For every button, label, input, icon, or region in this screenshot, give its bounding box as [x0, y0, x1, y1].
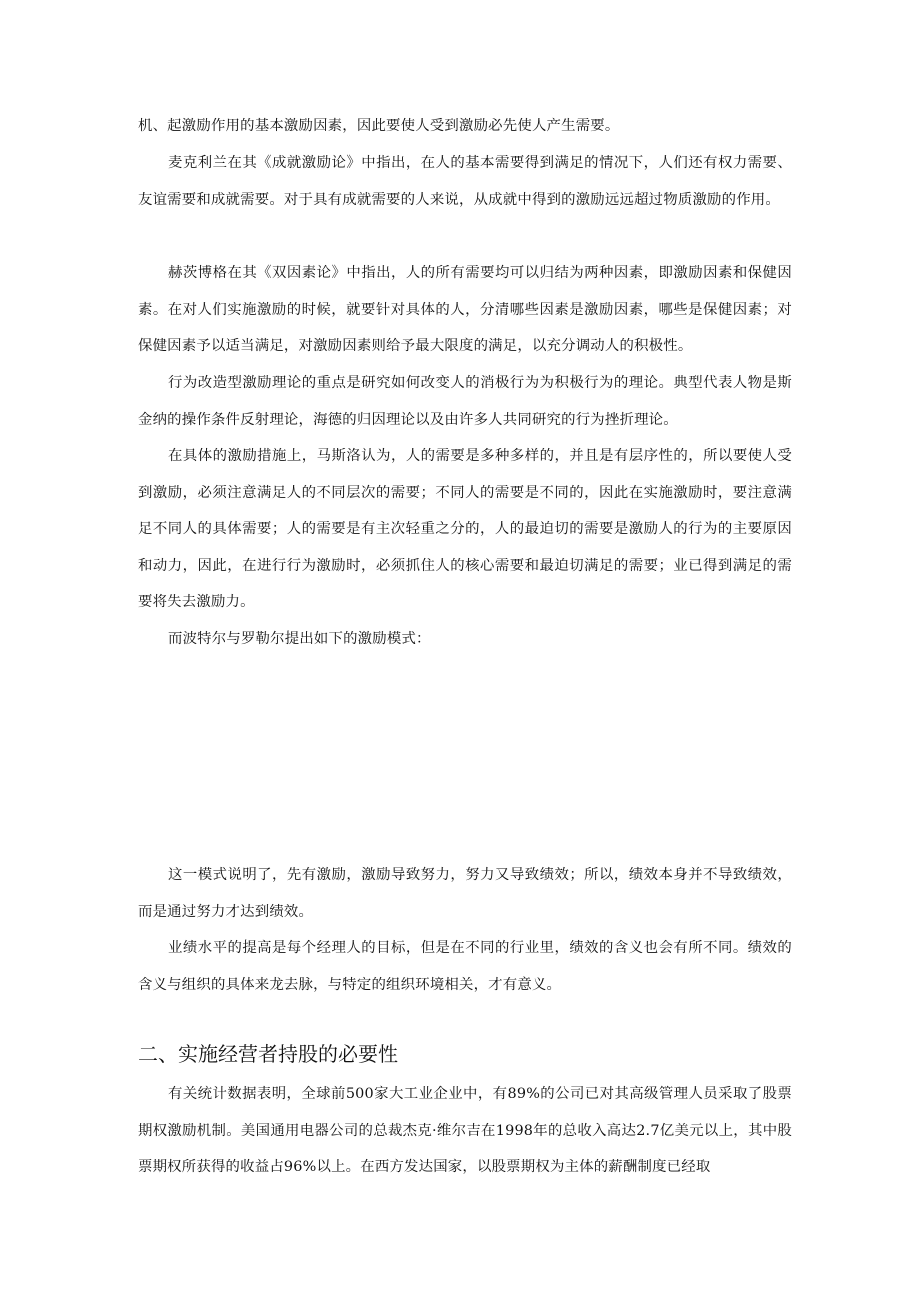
paragraph-herzberg: 赫茨博格在其《双因素论》中指出，人的所有需要均可以归结为两种因素，即激励因素和保健因素。在对人们实施激励的时候，就要针对具体的人，分清哪些因素是激励因素，哪些是保健因素；对保健因素予以适当满足，对激励因素则给予最大限度的满足，以充分调动人的积极性。	[138, 265, 792, 354]
paragraph-statistics: 有关统计数据表明，全球前500家大工业企业中，有89%的公司已对其高级管理人员采取了股票期权激励机制。美国通用电器公司的总裁杰克·维尔吉在1998年的总收入高达2.7亿美元以上，其中股票期权所获得的收益占96%以上。在西方发达国家，以股票期权为主体的薪酬制度已经取	[138, 1086, 792, 1175]
paragraph-mcclelland: 麦克利兰在其《成就激励论》中指出，在人的基本需要得到满足的情况下，人们还有权力需要、友谊需要和成就需要。对于具有成就需要的人来说，从成就中得到的激励远远超过物质激励的作用。	[138, 155, 792, 208]
section-heading: 二、实施经营者持股的必要性	[138, 1042, 398, 1066]
paragraph-continuation: 机、起激励作用的基本激励因素，因此要使人受到激励必先使人产生需要。	[138, 118, 620, 134]
model-figure-placeholder	[138, 648, 792, 838]
paragraph-porter-lawler: 而波特尔与罗勒尔提出如下的激励模式：	[168, 631, 431, 647]
paragraph-performance: 业绩水平的提高是每个经理人的目标，但是在不同的行业里，绩效的含义也会有所不同。绩效的含义与组织的具体来龙去脉，与特定的组织环境相关，才有意义。	[138, 940, 792, 993]
paragraph-maslow: 在具体的激励措施上，马斯洛认为，人的需要是多种多样的，并且是有层序性的，所以要使人受到激励，必须注意满足人的不同层次的需要；不同人的需要是不同的，因此在实施激励时，要注意满足不同人的具体需要；人的需要是有主次轻重之分的，人的最迫切的需要是激励人的行为的主要原因和动力，因此，在进行行为激励时，必须抓住人的核心需要和最迫切满足的需要；业已得到满足的需要将失去激励力。	[138, 448, 792, 610]
paragraph-model-explanation: 这一模式说明了，先有激励，激励导致努力，努力又导致绩效；所以，绩效本身并不导致绩效，而是通过努力才达到绩效。	[138, 867, 792, 920]
paragraph-behavior-modification: 行为改造型激励理论的重点是研究如何改变人的消极行为为积极行为的理论。典型代表人物是斯金纳的操作条件反射理论，海德的归因理论以及由许多人共同研究的行为挫折理论。	[138, 375, 792, 428]
